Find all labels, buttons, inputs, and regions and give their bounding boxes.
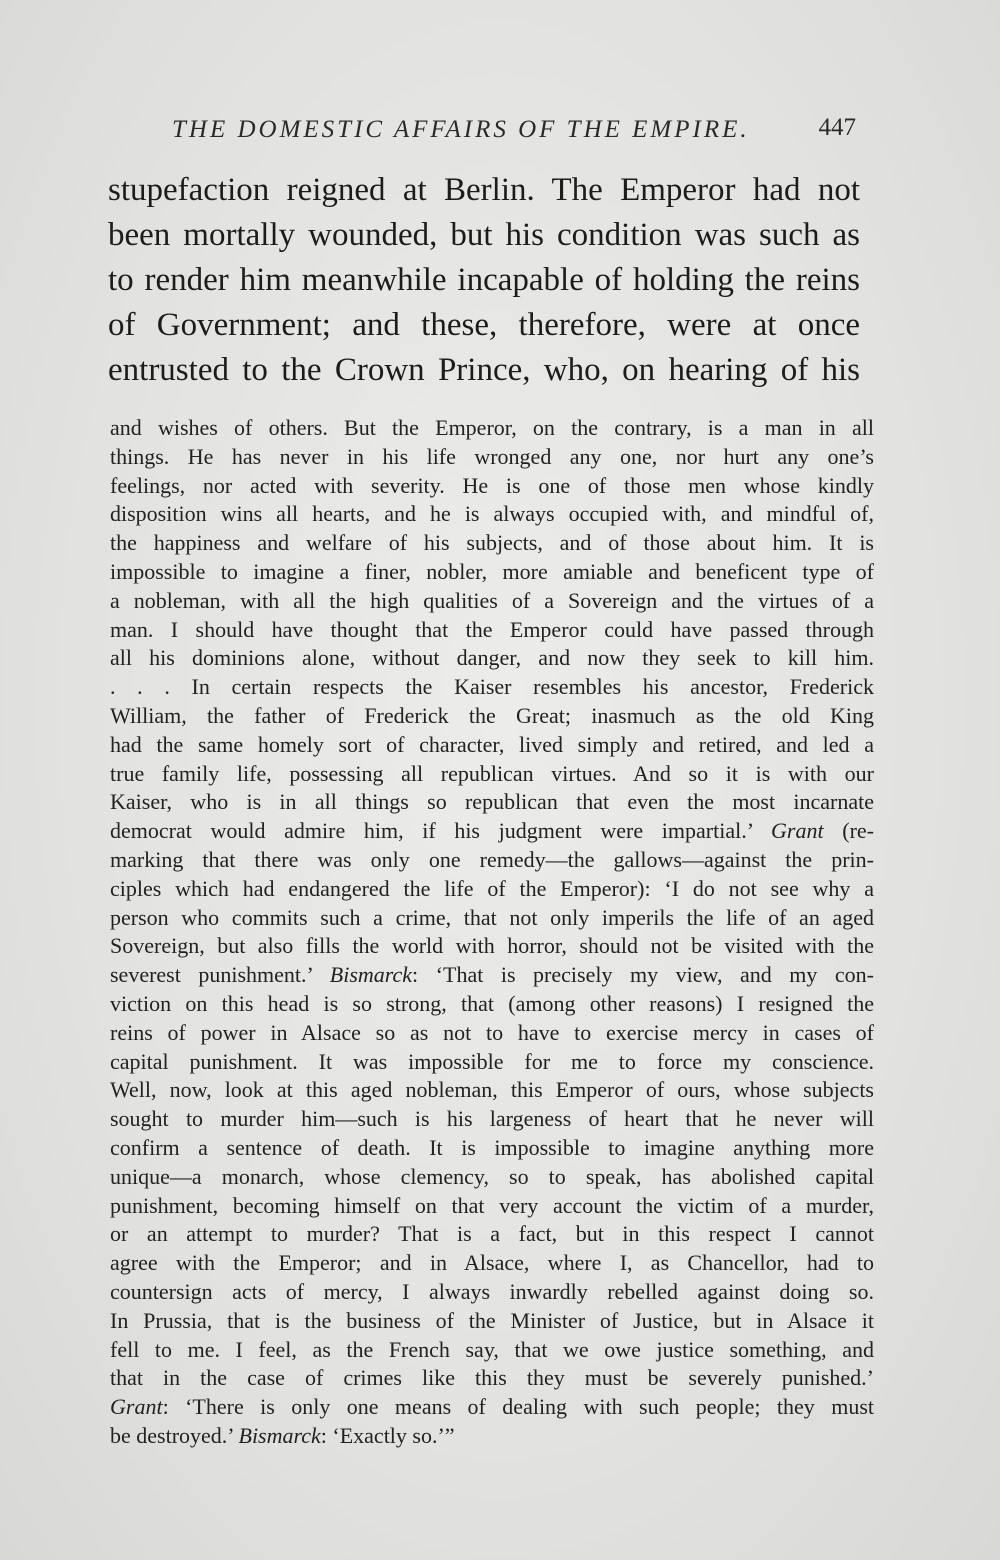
footnote-line: feelings, nor acted with severity. He is one of those men whose kindly (110, 472, 874, 498)
footnote-line: marking that there was only one remedy—the gallows—against the prin- (110, 846, 874, 872)
footnote-text: (re- (823, 818, 874, 844)
footnote-line: In Prussia, that is the business of the Minister of Justice, but in Alsace it (110, 1307, 874, 1333)
footnote-line: . . . In certain respects the Kaiser resembles his ancestor, Frederick (110, 674, 874, 700)
running-head (168, 112, 858, 152)
speaker-name-bismarck: Bismarck (329, 962, 413, 988)
main-text-line: stupefaction reigned at Berlin. The Emperor had not (108, 172, 860, 208)
speaker-name-grant: Grant (110, 1394, 163, 1420)
page-number: 447 (818, 114, 856, 141)
footnote-line: a nobleman, with all the high qualities of a Sovereign and the virtues of a (110, 587, 874, 613)
footnote-line: and wishes of others. But the Emperor, on the contrary, is a man in all (110, 415, 874, 440)
footnote-line (110, 961, 874, 990)
footnote-text: democrat would admire him, if his judgment were impartial.’ (110, 818, 772, 844)
footnote-line: man. I should have thought that the Emperor could have passed through (110, 616, 874, 642)
footnote-line: disposition wins all hearts, and he is always occupied with, and mindful of, (110, 501, 874, 527)
main-text-line: been mortally wounded, but his condition was such as (108, 217, 860, 253)
running-head-title: THE DOMESTIC AFFAIRS OF THE EMPIRE. (172, 116, 750, 143)
footnote-line: true family life, possessing all republican virtues. And so it is with our (110, 760, 874, 786)
footnote-line: unique—a monarch, whose clemency, so to speak, has abolished capital (110, 1163, 874, 1189)
footnote-line: countersign acts of mercy, I always inwardly rebelled against doing so. (110, 1278, 874, 1304)
main-text-line: to render him meanwhile incapable of holding the reins (108, 262, 860, 298)
footnote-line: sought to murder him—such is his largeness of heart that he never will (110, 1106, 874, 1132)
footnote-line: that in the case of crimes like this they must be severely punished.’ (110, 1365, 874, 1391)
main-text-block (108, 168, 860, 393)
main-text-line: of Government; and these, therefore, were at once (108, 307, 860, 343)
footnote-line: Well, now, look at this aged nobleman, this Emperor of ours, whose subjects (110, 1077, 874, 1103)
footnote-text: : ‘There is only one means of dealing with such people; they must (162, 1394, 874, 1420)
footnote-text: : ‘Exactly so.’” (320, 1422, 455, 1448)
footnote-line: the happiness and welfare of his subjects, and of those about him. It is (110, 530, 874, 556)
footnote-line: all his dominions alone, without danger, and now they seek to kill him. (110, 645, 874, 671)
footnote-line: capital punishment. It was impossible for me to force my conscience. (110, 1048, 874, 1074)
footnote-line: or an attempt to murder? That is a fact, but in this respect I cannot (110, 1221, 874, 1247)
footnote-line: fell to me. I feel, as the French say, that we owe justice something, and (110, 1336, 874, 1362)
footnote-line: agree with the Emperor; and in Alsace, where I, as Chancellor, had to (110, 1250, 874, 1276)
footnote-line: impossible to imagine a finer, nobler, more amiable and beneficent type of (110, 558, 874, 584)
footnote-line: viction on this head is so strong, that (among other reasons) I resigned the (110, 990, 874, 1016)
footnote-line: reins of power in Alsace so as not to have to exercise mercy in cases of (110, 1019, 874, 1045)
footnote-line (110, 1422, 874, 1451)
footnote-line: had the same homely sort of character, lived simply and retired, and led a (110, 731, 874, 757)
footnote-text: be destroyed.’ (110, 1422, 239, 1448)
speaker-name-bismarck: Bismarck (238, 1422, 321, 1448)
footnote-text: : ‘That is precisely my view, and my con- (412, 962, 874, 988)
footnote-line: Sovereign, but also fills the world with horror, should not be visited with the (110, 933, 874, 959)
footnote-line: things. He has never in his life wronged any one, nor hurt any one’s (110, 443, 874, 469)
footnote-line (110, 817, 874, 846)
footnote-line: ciples which had endangered the life of the Emperor): ‘I do not see why a (110, 875, 874, 901)
footnote-line (110, 1393, 874, 1422)
footnote-line: Kaiser, who is in all things so republican that even the most incarnate (110, 789, 874, 815)
speaker-name-grant: Grant (771, 818, 824, 844)
footnote-line: confirm a sentence of death. It is impossible to imagine anything more (110, 1134, 874, 1160)
footnote-line: William, the father of Frederick the Great; inasmuch as the old King (110, 702, 874, 728)
footnote-line: punishment, becoming himself on that very account the victim of a murder, (110, 1192, 874, 1218)
main-text-line: entrusted to the Crown Prince, who, on hearing of his (108, 352, 860, 388)
footnote-line: person who commits such a crime, that not only imperils the life of an aged (110, 904, 874, 930)
footnote-text: severest punishment.’ (110, 962, 330, 988)
footnote-block (110, 414, 874, 1451)
